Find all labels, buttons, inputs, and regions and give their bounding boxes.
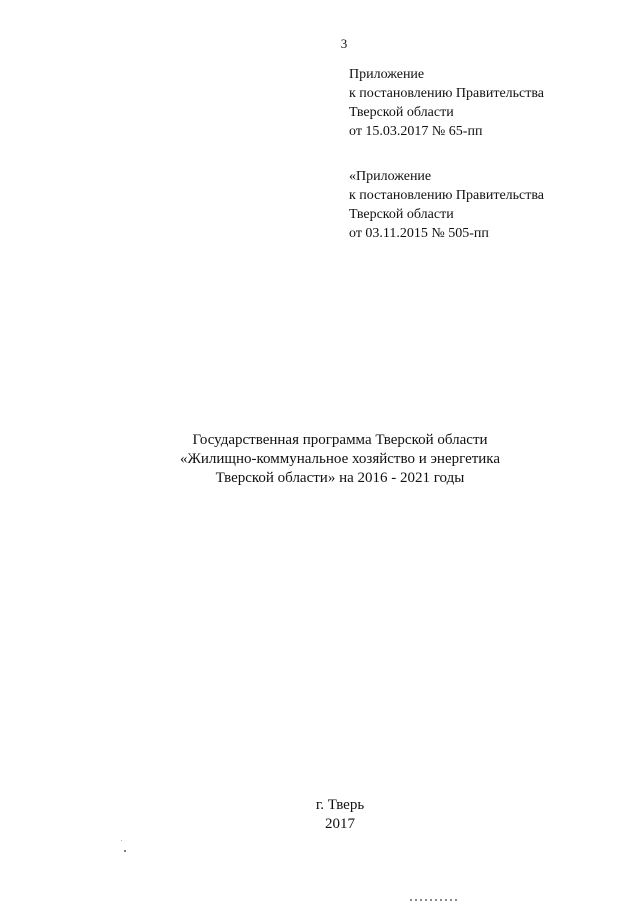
program-title-line-2: «Жилищно-коммунальное хозяйство и энергетика: [179, 451, 501, 467]
annex-original-resolution: к постановлению Правительства: [349, 188, 545, 203]
footer-city: г. Тверь: [315, 797, 365, 813]
footer-year: 2017: [325, 816, 355, 832]
annex-original-block: [349, 167, 544, 243]
annex-current-date: от 15.03.2017 № 65-пп: [349, 124, 483, 139]
annex-current-region: Тверской области: [349, 105, 454, 120]
program-title-line-3: Тверской области» на 2016 - 2021 годы: [215, 470, 465, 486]
page-number: 3: [340, 36, 348, 51]
annex-current-title: Приложение: [349, 67, 425, 82]
program-title-line-1: Государственная программа Тверской области: [192, 432, 488, 448]
program-title: [120, 431, 560, 488]
annex-original-region: Тверской области: [349, 207, 454, 222]
scan-speck: [124, 850, 126, 852]
annex-original-date: от 03.11.2015 № 505-пп: [349, 226, 489, 241]
annex-current-block: [349, 65, 544, 141]
annex-current-resolution: к постановлению Правительства: [349, 86, 545, 101]
footer-block: [270, 796, 410, 834]
scan-speck: [121, 840, 122, 841]
scan-edge-marks: [410, 899, 460, 901]
annex-original-title: «Приложение: [349, 169, 432, 184]
